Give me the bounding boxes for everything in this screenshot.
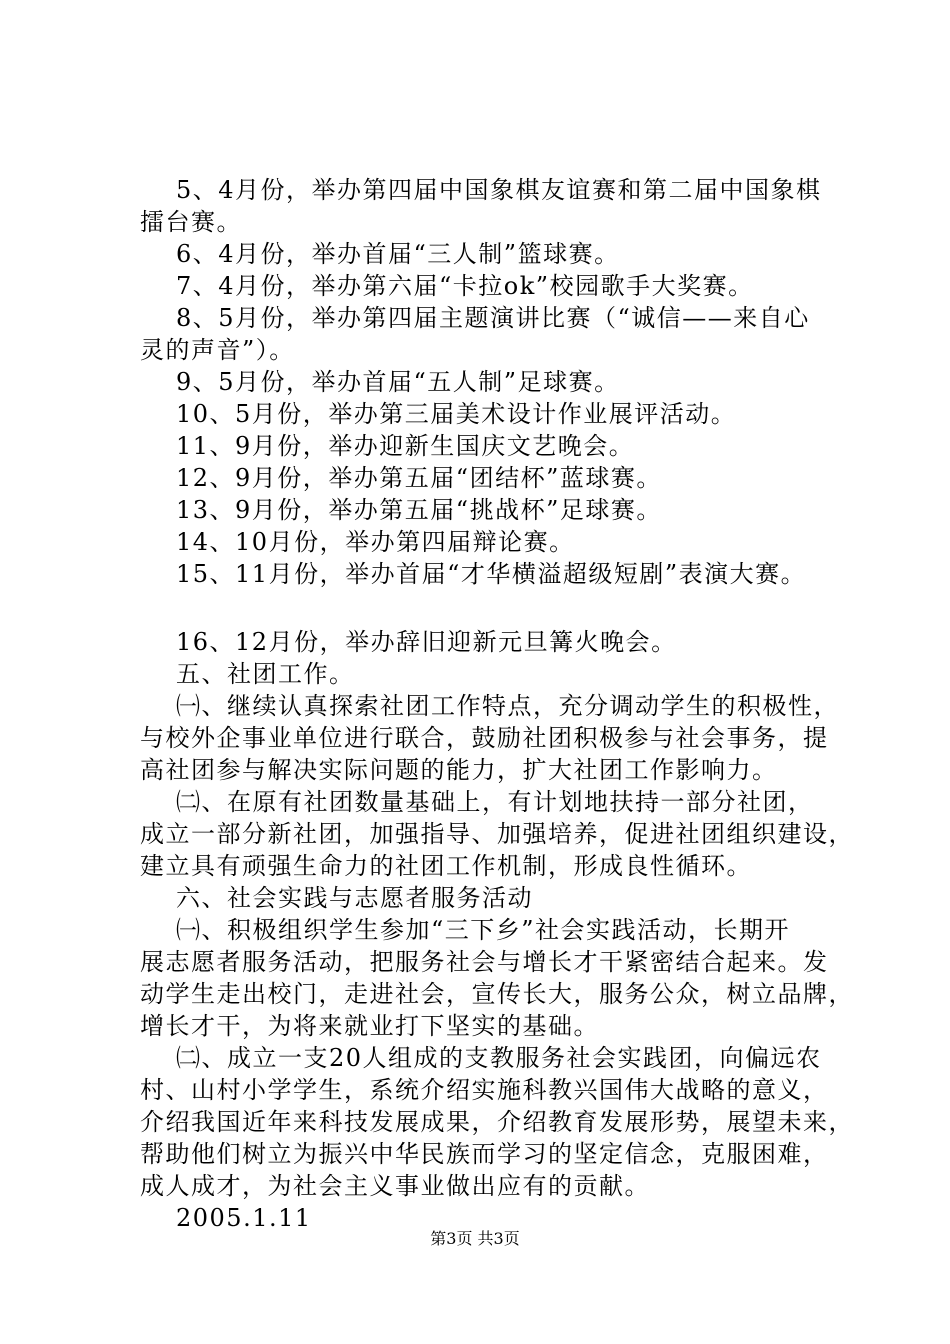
text-line: 6、4月份，举办首届“三人制”篮球赛。 [176,240,620,268]
text-line: 增长才干，为将来就业打下坚实的基础。 [140,1012,599,1040]
text-line: 9、5月份，举办首届“五人制”足球赛。 [176,368,620,396]
text-line: 擂台赛。 [140,208,242,236]
text-line: 16、12月份，举办辞旧迎新元旦篝火晚会。 [176,628,677,656]
page-footer: 第3页 共3页 [430,1229,520,1248]
text-line: 高社团参与解决实际问题的能力，扩大社团工作影响力。 [140,756,778,784]
text-line: ㈡、成立一支20人组成的支教服务社会实践团，向偏远农 [176,1044,822,1072]
text-line: 7、4月份，举办第六届“卡拉ok”校园歌手大奖赛。 [176,272,754,300]
document-body [140,174,854,1234]
text-line: 动学生走出校门，走进社会，宣传长大，服务公众，树立品牌， [140,980,854,1008]
text-line: 13、9月份，举办第五届“挑战杯”足球赛。 [176,496,662,524]
text-line: 建立具有顽强生命力的社团工作机制，形成良性循环。 [140,852,752,880]
text-line: 村、山村小学学生，系统介绍实施科教兴国伟大战略的意义， [140,1076,829,1104]
text-line: 10、5月份，举办第三届美术设计作业展评活动。 [176,400,737,428]
text-line: ㈠、继续认真探索社团工作特点，充分调动学生的积极性， [176,692,839,720]
section-heading: 六、社会实践与志愿者服务活动 [176,884,533,912]
text-line: 8、5月份，举办第四届主题演讲比赛（“诚信——来自心 [176,304,810,332]
section-heading: 五、社团工作。 [176,660,355,688]
text-line: 帮助他们树立为振兴中华民族而学习的坚定信念，克服困难， [140,1140,829,1168]
text-line: 14、10月份，举办第四届辩论赛。 [176,528,575,556]
text-line: 灵的声音”）。 [140,336,295,364]
text-line: 展志愿者服务活动，把服务社会与增长才干紧密结合起来。发 [140,948,829,976]
text-line: 5、4月份，举办第四届中国象棋友谊赛和第二届中国象棋 [176,176,822,204]
text-line: 与校外企事业单位进行联合，鼓励社团积极参与社会事务，提 [140,724,829,752]
paragraph-gap [140,590,840,626]
document-date: 2005.1.11 [176,1204,312,1232]
text-line: 11、9月份，举办迎新生国庆文艺晚会。 [176,432,635,460]
text-line: 12、9月份，举办第五届“团结杯”蓝球赛。 [176,464,662,492]
text-line: ㈡、在原有社团数量基础上，有计划地扶持一部分社团， [176,788,814,816]
text-line: 成立一部分新社团，加强指导、加强培养，促进社团组织建设， [140,820,854,848]
text-line: 介绍我国近年来科技发展成果，介绍教育发展形势，展望未来， [140,1108,854,1136]
text-line: 成人成才，为社会主义事业做出应有的贡献。 [140,1172,650,1200]
text-line: 15、11月份，举办首届“才华横溢超级短剧”表演大赛。 [176,560,807,588]
text-line: ㈠、积极组织学生参加“三下乡”社会实践活动，长期开 [176,916,791,944]
